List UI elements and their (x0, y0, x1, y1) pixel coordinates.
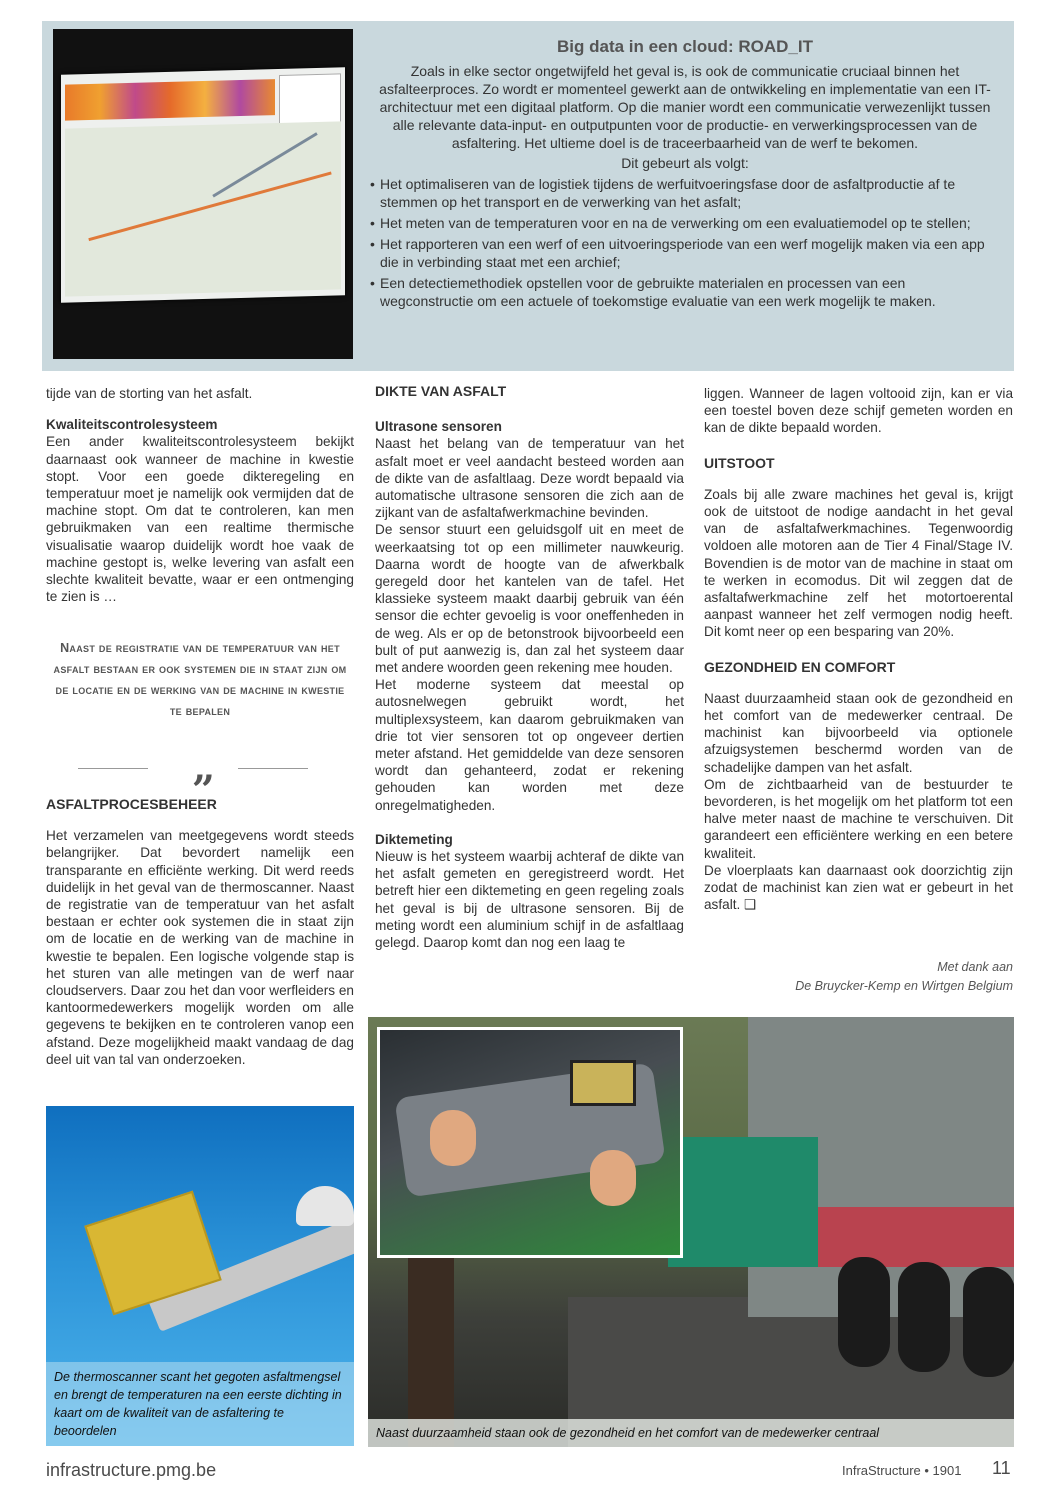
info-box-intro: Zoals in elke sector ongetwijfeld het geval is, is ook de communicatie cruciaal binnen het asfalteerproces. Zo wordt er momenteel gewerkt aan de ontwikkeling en implementatie van een IT-architectuur met een digitaal platform. Op die manier wordt een communicatie verwezenlijkt tussen alle relevante data-input- en outputpunten voor de productie- en verwerkingsprocessen van de asfaltering. Het ultieme doel is de traceerbaarheid van de werf te bekomen. (379, 63, 991, 151)
info-box-bullet: • Het meten van de temperaturen voor en na de verwerking om een evaluatiemodel op te stellen; (370, 215, 971, 231)
photo-caption: Naast duurzaamheid staan ook de gezondheid en het comfort van de medewerker centraal (368, 1419, 1014, 1447)
paragraph: Naast duurzaamheid staan ook de gezondheid en het comfort van de medewerker centraal. De machinist kan bijvoorbeeld via optionele afzuigsystemen beschermd worden van de schadelijke dampen van het asfalt. (704, 690, 1013, 775)
subheading: Kwaliteitscontrolesysteem (46, 417, 218, 433)
info-box-bullet: • Het rapporteren van een werf of een uitvoeringsperiode van een werf mogelijk maken via een app die in verbinding staat met een archief; (370, 236, 985, 270)
subheading: Diktemeting (375, 831, 453, 847)
section-heading: DIKTE VAN ASFALT (375, 383, 507, 399)
info-box-title: Big data in een cloud: ROAD_IT (557, 37, 813, 56)
acknowledgement: Met dank aan De Bruycker-Kemp en Wirtgen Belgium (795, 960, 1013, 993)
footer-magazine: InfraStructure • 1901 (842, 1463, 962, 1478)
thermoscanner-photo (46, 1106, 354, 1446)
pull-quote (48, 638, 352, 722)
paragraph: Het moderne systeem dat meestal op autosnelwegen gebruikt wordt, het multiplexsysteem, kan daarom gebruikmaken van drie tot vier sensoren tot op ongeveer dertien meter afstand. Het gemiddelde van deze sensoren wordt dan gehanteerd, zodat er rekening gehouden kan worden met deze onregelmatigheden. (375, 677, 684, 813)
footer-url[interactable]: infrastructure.pmg.be (46, 1460, 217, 1480)
road-it-screenshot-image (53, 29, 353, 359)
info-box-bullet: • Een detectiemethodiek opstellen voor de gebruikte materialen en processen van een wegconstructie om een actuele of toekomstige evaluatie van een werk mogelijk te maken. (370, 275, 936, 309)
pull-quote-text: Naast de registratie van de temperatuur van het asfalt bestaan er ook systemen die in staat zijn om de locatie en de werking van de machine in kwestie te bepalen (53, 641, 347, 718)
subheading: Ultrasone sensoren (375, 419, 502, 435)
section-heading: GEZONDHEID EN COMFORT (704, 658, 896, 675)
quote-mark-icon: „ (192, 744, 216, 791)
paragraph: liggen. Wanneer de lagen voltooid zijn, kan er via een toestel boven deze schijf gemeten worden en kan de dikte bepaald worden. (704, 386, 1013, 436)
paragraph: Om de zichtbaarheid van de bestuurder te bevorderen, is het mogelijk om het platform tot een halve meter naast de machine te verschuiven. Dit garandeert een efficiëntere werking en een betere kwaliteit. (704, 776, 1013, 861)
section-heading: UITSTOOT (704, 454, 775, 471)
info-box-lead: Dit gebeurt als volgt: (621, 155, 749, 171)
page-number: 11 (992, 1458, 1011, 1478)
paragraph: Het verzamelen van meetgegevens wordt steeds belangrijker. Dat bevordert namelijk een transparante en efficiënte werking. Dit werd reeds duidelijk in het geval van de thermoscanner. Naast de registratie van de temperatuur van het asfalt bestaan er echter ook systemen die in staat zijn om de locatie en de werking van de machine in kwestie te bepalen. Een logische volgende stap is het sturen van alle metingen van de werf naar cloudservers. Daar zou het dan voor werfleiders en kantoormedewerkers mogelijk worden om alle gegevens te bekijken en te controleren vanop een afstand. Deze mogelijkheid maakt vandaag de dag deel uit van tal van onderzoeken. (46, 828, 354, 1067)
article-column-1-lower (46, 790, 354, 1068)
info-box-bullet: • Het optimaliseren van de logistiek tijdens de werfuitvoeringsfase door de asfaltproductie af te stemmen op het transport en de verwerking van het asfalt; (370, 176, 956, 210)
paragraph: Nieuw is het systeem waarbij achteraf de dikte van het asfalt gemeten en geregistreerd wordt. Het betreft hier een diktemeting en geen regeling zoals het geval is bij de ultrasone sensoren. Bij de meting wordt een aluminium schijf in de asfaltlaag gelegd. Daarop komt dan nog een laag te (375, 849, 684, 951)
paragraph: De vloerplaats kan daarnaast ook doorzichtig zijn zodat de machinist kan zien wat er gebeurt in het asfalt. ❑ (704, 862, 1013, 913)
quote-divider (48, 744, 352, 791)
article-column-1 (46, 385, 354, 605)
info-box-text (368, 38, 1002, 310)
section-heading: ASFALTPROCESBEHEER (46, 796, 217, 812)
paragraph: tijde van de storting van het asfalt. (46, 386, 253, 401)
article-column-2 (375, 385, 684, 951)
paragraph: Een ander kwaliteitscontrolesysteem bekijkt daarnaast ook wanneer de machine in kwestie stopt. Voor een goede dikteregeling en temperatuur moet je namelijk ook vermijden dat de machine stopt. Om dat te controleren, kan men gebruikmaken van een realtime thermische visualisatie waarop duidelijk wordt hoe vaak de machine gestopt is, welke levering van asfalt een slechte kwaliteit bevatte, waar er een ontmenging te zien is … (46, 434, 354, 605)
control-panel-photo (377, 1027, 683, 1258)
article-column-3 (704, 385, 1013, 913)
paragraph: De sensor stuurt een geluidsgolf uit en meet de weerkaatsing tot op een millimeter nauwkeurig. Daarna wordt de hoogte van de afwerkbalk geregeld door het kantelen van de tafel. Het klassieke systeem maakt daarbij gebruik van één sensor die echter gevoelig is voor oneffenheden in de weg. Als er op de betonstrook bijvoorbeeld een bult of put aanwezig is, dan zal het systeem daar met andere woorden geen rekening mee houden. (375, 522, 684, 676)
paragraph: Zoals bij alle zware machines het geval is, krijgt ook de uitstoot de nodige aandacht in het geval van de asfaltafwerkmachines. Tegenwoordig voldoen alle motoren aan de Tier 4 Final/Stage IV. Bovendien is de motor van de machine in staat om te werken in ecomodus. Dit wil zeggen dat de asfaltafwerkmachine zelf het motortoerental aanpast wanneer het zelf vermogen nodig heeft. Dit komt neer op een besparing van 20%. (704, 486, 1013, 640)
paragraph: Naast het belang van de temperatuur van het asfalt moet er veel aandacht besteed worden aan de dikte van de asfaltlaag. Deze wordt bepaald via automatische ultrasone sensoren die zich aan de zijkant van de asfaltafwerkmachine bevinden. (375, 436, 684, 521)
photo-caption: De thermoscanner scant het gegoten asfaltmengsel en brengt de temperaturen na een eerste dichting in kaart om de kwaliteit van de asfaltering te beoordelen (46, 1362, 354, 1446)
